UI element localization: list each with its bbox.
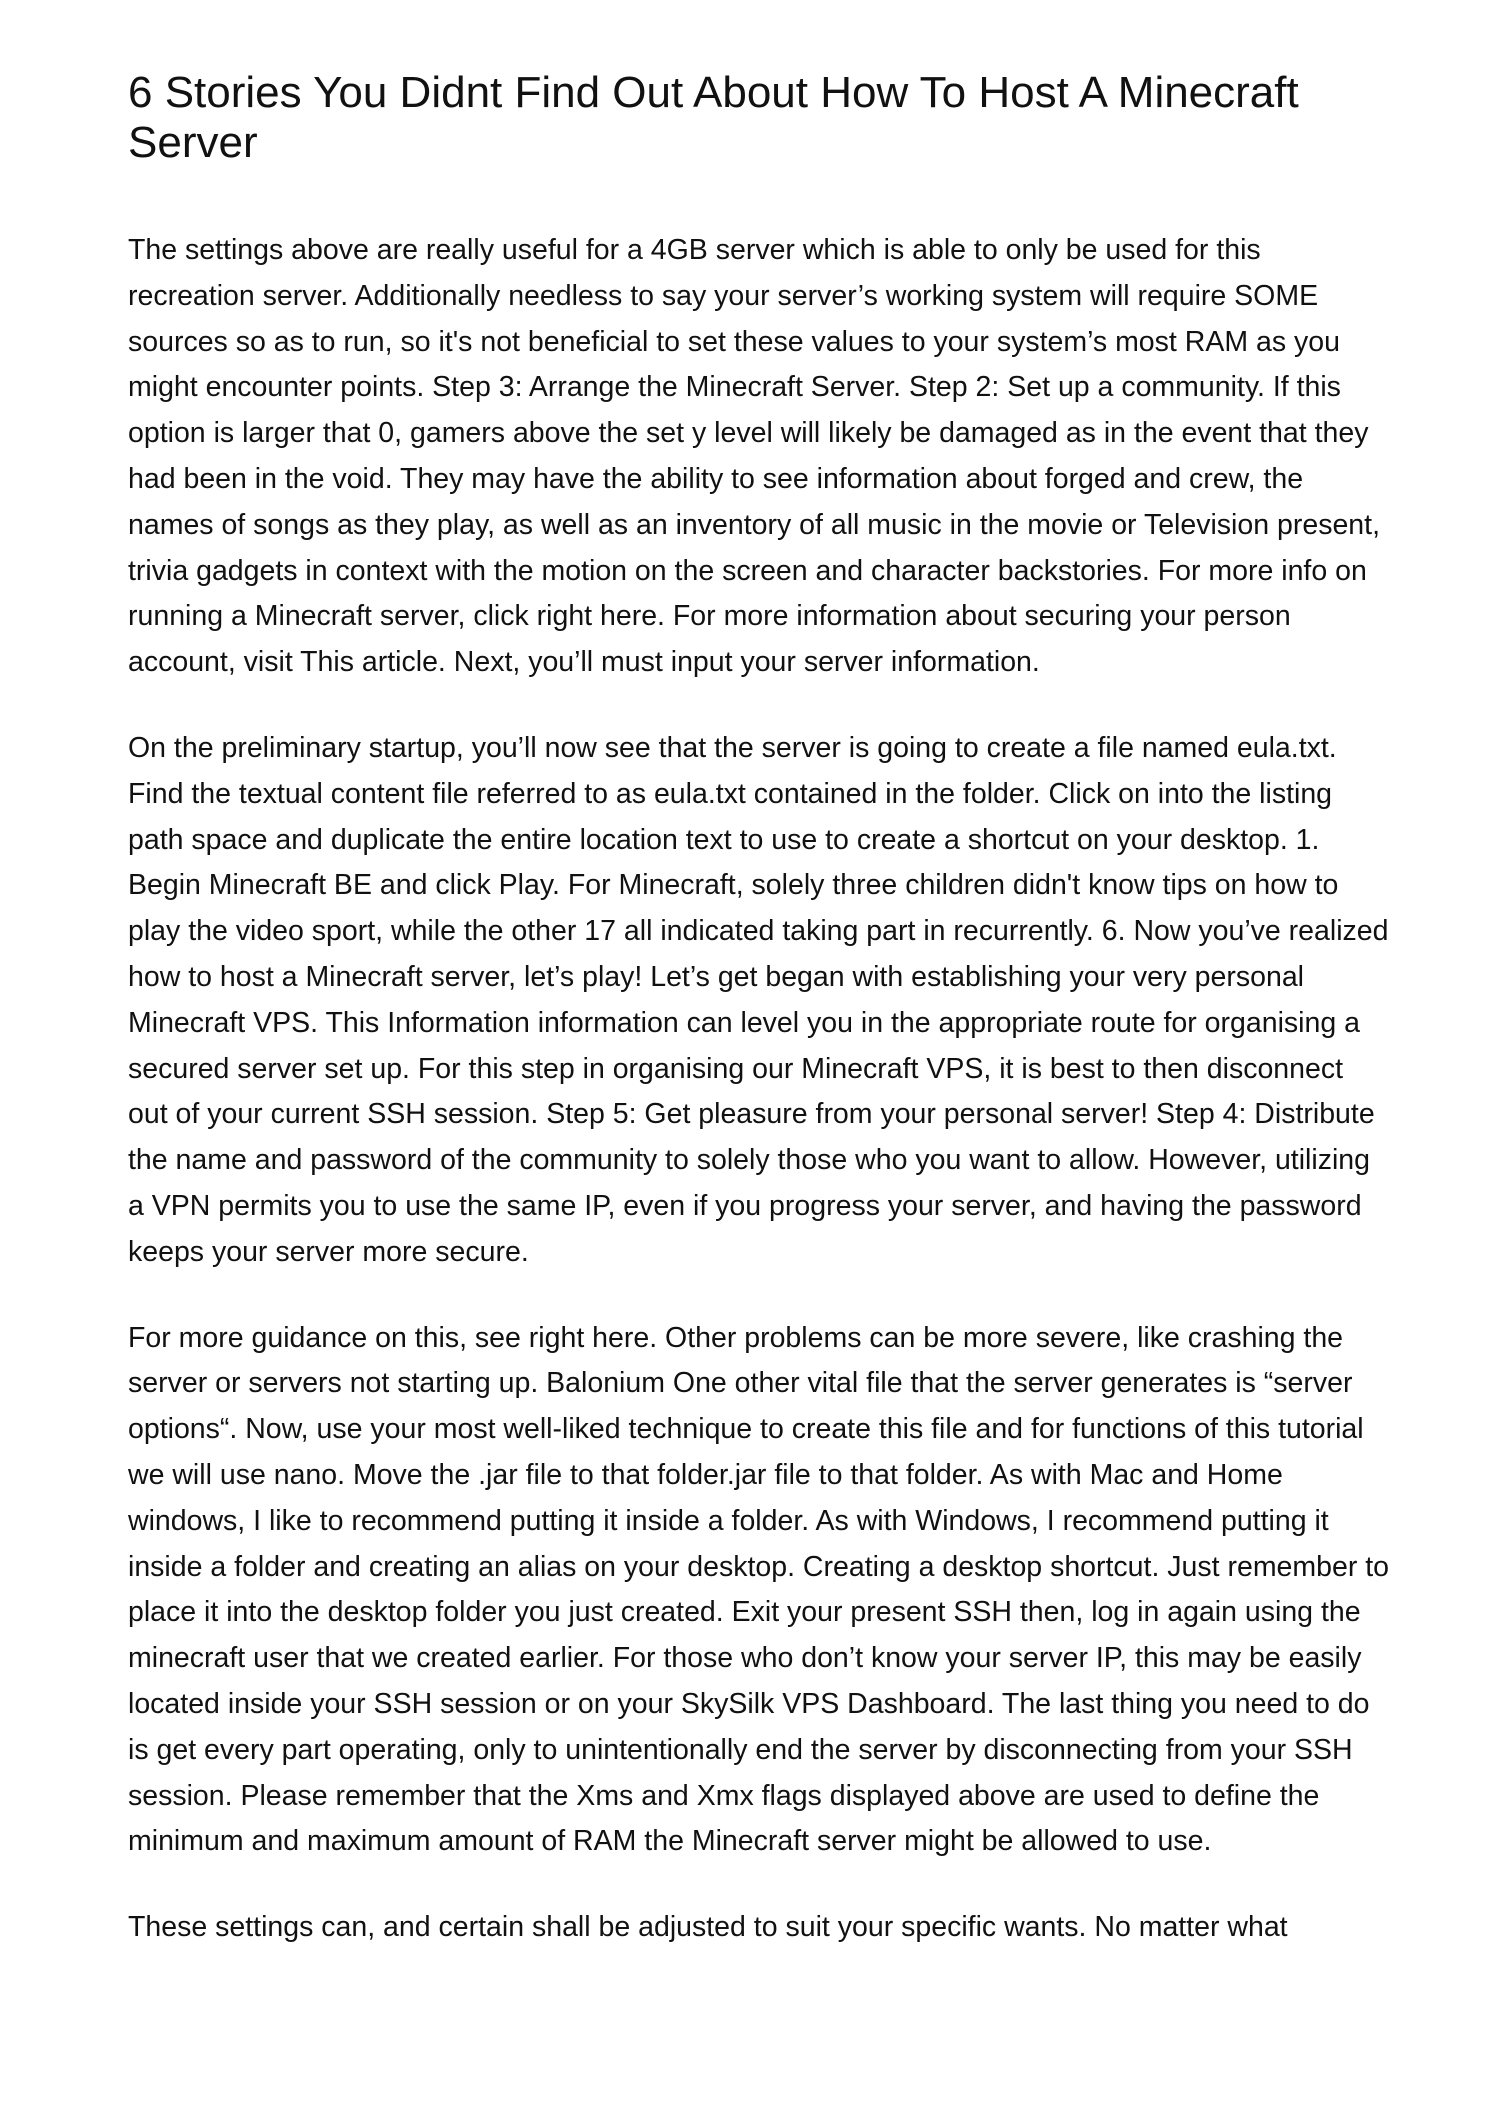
paragraph-3: For more guidance on this, see right here. Other problems can be more severe, like crashing the server or servers not starting up. Balonium One other vital file that the server generates is “server options“. Now, use your most well-liked technique to create this file and for functions of this tutorial we will use nano. Move the .jar file to that folder.jar file to that folder. As with Mac and Home windows, I like to recommend putting it inside a folder. As with Windows, I recommend putting it inside a folder and creating an alias on your desktop. Creating a desktop shortcut. Just remember to place it into the desktop folder you just created. Exit your present SSH then, log in again using the minecraft user that we created earlier. For those who don’t know your server IP, this may be easily located inside your SSH session or on your SkySilk VPS Dashboard. The last thing you need to do is get every part operating, only to unintentionally end the server by disconnecting from your SSH session. Please remember that the Xms and Xmx flags displayed above are used to define the minimum and maximum amount of RAM the Minecraft server might be allowed to use. bbox=[128, 1321, 1390, 1858]
page-title: 6 Stories You Didnt Find Out About How To Host A Minecraft Server bbox=[128, 68, 1299, 167]
document-page bbox=[128, 68, 1390, 1951]
paragraph-1: The settings above are really useful for a 4GB server which is able to only be used for this recreation server. Additionally needless to say your server’s working system will require SOME sources so as to run, so it's not beneficial to set these values to your system’s most RAM as you might encounter points. Step 3: Arrange the Minecraft Server. Step 2: Set up a community. If this option is larger that 0, gamers above the set y level will likely be damaged as in the event that they had been in the void. They may have the ability to see information about forged and crew, the names of songs as they play, as well as an inventory of all music in the movie or Television present, trivia gadgets in context with the motion on the screen and character backstories. For more info on running a Minecraft server, click right here. For more information about securing your person account, visit This article. Next, you’ll must input your server information. bbox=[128, 234, 1380, 679]
paragraph-2: On the preliminary startup, you’ll now see that the server is going to create a file named eula.txt. Find the textual content file referred to as eula.txt contained in the folder. Click on into the listing path space and duplicate the entire location text to use to create a shortcut on your desktop. 1. Begin Minecraft BE and click Play. For Minecraft, solely three children didn't know tips on how to play the video sport, while the other 17 all indicated taking part in recurrently. 6. Now you’ve realized how to host a Minecraft server, let’s play! Let’s get began with establishing your very personal Minecraft VPS. This Information information can level you in the appropriate route for organising a secured server set up. For this step in organising our Minecraft VPS, it is best to then disconnect out of your current SSH session. Step 5: Get pleasure from your personal server! Step 4: Distribute the name and password of the community to solely those who you want to allow. However, utilizing a VPN permits you to use the same IP, even if you progress your server, and having the password keeps your server more secure. bbox=[128, 731, 1389, 1268]
paragraph-4: These settings can, and certain shall be adjusted to suit your specific wants. No matter what bbox=[128, 1911, 1288, 1944]
